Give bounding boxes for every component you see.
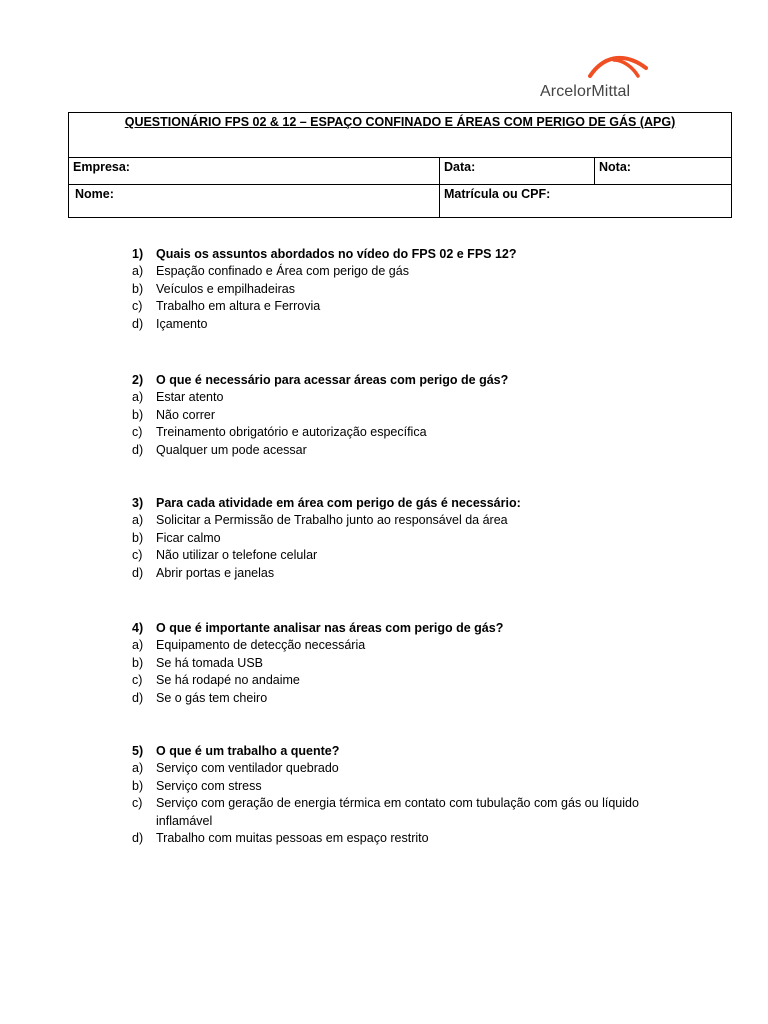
arcelormittal-swoosh-icon	[588, 52, 650, 78]
option-letter: b)	[132, 530, 144, 545]
question-text: O que é importante analisar nas áreas com perigo de gás?	[156, 621, 504, 635]
option-text: Içamento	[156, 316, 208, 331]
answer-option[interactable]	[132, 512, 692, 530]
option-text: Qualquer um pode acessar	[156, 442, 307, 457]
answer-option[interactable]	[132, 690, 692, 708]
option-letter: d)	[132, 831, 144, 846]
answer-option[interactable]	[132, 565, 692, 583]
answer-option[interactable]	[132, 795, 692, 830]
option-text: Não utilizar o telefone celular	[156, 548, 318, 563]
option-text: Veículos e empilhadeiras	[156, 281, 295, 296]
answer-option[interactable]	[132, 263, 692, 281]
data-field[interactable]	[440, 158, 595, 185]
option-text: Se o gás tem cheiro	[156, 690, 268, 705]
option-letter: d)	[132, 565, 144, 580]
question-2	[132, 371, 692, 459]
answer-option[interactable]	[132, 760, 692, 778]
question-4	[132, 619, 692, 707]
option-letter: c)	[132, 548, 143, 563]
option-text: Se há rodapé no andaime	[156, 673, 300, 688]
option-letter: c)	[132, 299, 143, 314]
answer-option[interactable]	[132, 830, 692, 848]
option-letter: b)	[132, 407, 144, 422]
nota-field[interactable]	[595, 158, 732, 185]
option-text: Não correr	[156, 407, 216, 422]
answer-option[interactable]	[132, 281, 692, 299]
form-header-table	[68, 112, 732, 218]
option-letter: b)	[132, 281, 144, 296]
question-1	[132, 245, 692, 333]
option-text: Serviço com ventilador quebrado	[156, 761, 339, 775]
answer-option[interactable]	[132, 298, 692, 316]
option-letter: a)	[132, 761, 144, 775]
option-text: Solicitar a Permissão de Trabalho junto ao responsável da área	[156, 513, 508, 527]
answer-option[interactable]	[132, 672, 692, 690]
answer-option[interactable]	[132, 442, 692, 460]
arcelormittal-logo	[538, 52, 656, 102]
form-title: QUESTIONÁRIO FPS 02 & 12 – ESPAÇO CONFINADO E ÁREAS COM PERIGO DE GÁS (APG)	[124, 115, 676, 129]
question-text: O que é necessário para acessar áreas com perigo de gás?	[156, 373, 509, 387]
option-letter: b)	[132, 778, 144, 793]
empresa-label: Empresa:	[73, 160, 130, 174]
answer-option[interactable]	[132, 778, 692, 796]
question-heading	[132, 742, 692, 760]
answer-option[interactable]	[132, 407, 692, 425]
option-text: Abrir portas e janelas	[156, 565, 275, 580]
option-text: Ficar calmo	[156, 530, 221, 545]
question-text: Quais os assuntos abordados no vídeo do FPS 02 e FPS 12?	[156, 247, 517, 261]
option-text: Estar atento	[156, 390, 224, 404]
option-letter: c)	[132, 673, 143, 688]
question-heading	[132, 371, 692, 389]
option-letter: a)	[132, 513, 144, 527]
option-text: Serviço com geração de energia térmica em contato com tubulação com gás ou líquido inflamável	[156, 796, 639, 828]
question-number: 2)	[132, 373, 144, 387]
nome-label: Nome:	[75, 187, 114, 201]
option-letter: d)	[132, 316, 144, 331]
option-letter: a)	[132, 638, 144, 652]
nota-label: Nota:	[599, 160, 631, 174]
question-5	[132, 742, 692, 848]
option-letter: c)	[132, 796, 143, 811]
option-text: Equipamento de detecção necessária	[156, 638, 366, 652]
question-heading	[132, 245, 692, 263]
answer-option[interactable]	[132, 389, 692, 407]
brand-name: ArcelorMittal	[540, 83, 631, 100]
form-title-cell	[69, 113, 732, 158]
option-letter: a)	[132, 264, 144, 278]
option-text: Se há tomada USB	[156, 655, 264, 670]
data-label: Data:	[444, 160, 476, 174]
answer-option[interactable]	[132, 655, 692, 673]
option-text: Treinamento obrigatório e autorização específica	[156, 425, 427, 440]
option-text: Serviço com stress	[156, 778, 262, 793]
question-text: O que é um trabalho a quente?	[156, 744, 340, 758]
option-text: Trabalho com muitas pessoas em espaço restrito	[156, 831, 429, 846]
option-letter: c)	[132, 425, 143, 440]
answer-option[interactable]	[132, 424, 692, 442]
question-heading	[132, 619, 692, 637]
question-number: 4)	[132, 621, 144, 635]
question-heading	[132, 494, 692, 512]
matricula-field[interactable]	[440, 185, 732, 218]
question-number: 5)	[132, 744, 144, 758]
question-number: 1)	[132, 247, 144, 261]
option-text: Espação confinado e Área com perigo de gás	[156, 264, 409, 278]
nome-field[interactable]	[69, 185, 440, 218]
empresa-field[interactable]	[69, 158, 440, 185]
answer-option[interactable]	[132, 316, 692, 334]
answer-option[interactable]	[132, 637, 692, 655]
matricula-label: Matrícula ou CPF:	[444, 187, 551, 201]
option-letter: a)	[132, 390, 144, 404]
option-letter: b)	[132, 655, 144, 670]
option-text: Trabalho em altura e Ferrovia	[156, 299, 321, 314]
answer-option[interactable]	[132, 547, 692, 565]
option-letter: d)	[132, 442, 144, 457]
answer-option[interactable]	[132, 530, 692, 548]
question-text: Para cada atividade em área com perigo de gás é necessário:	[156, 496, 521, 510]
option-letter: d)	[132, 690, 144, 705]
question-3	[132, 494, 692, 582]
question-number: 3)	[132, 496, 144, 510]
